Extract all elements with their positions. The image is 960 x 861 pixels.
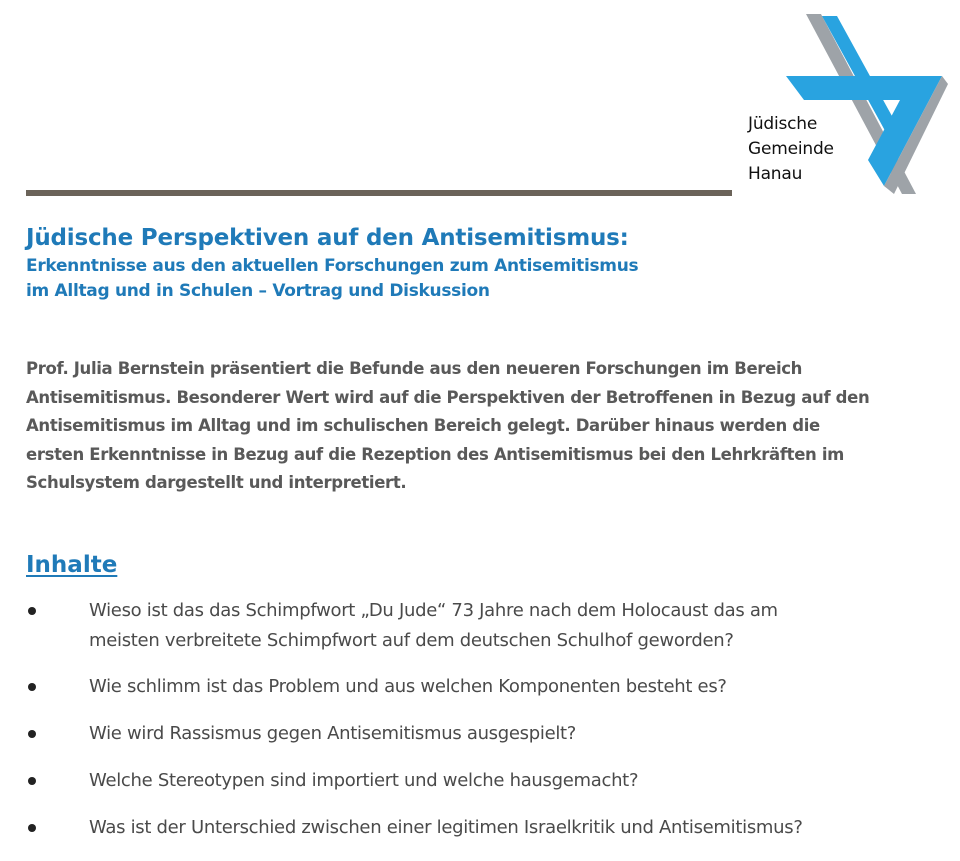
contents-list: [26, 596, 926, 843]
title-block: [26, 222, 926, 304]
intro-line: Antisemitismus im Alltag und im schulischen Bereich gelegt. Darüber hinaus werden die: [26, 416, 820, 435]
intro-line: Antisemitismus. Besonderer Wert wird auf die Perspektiven der Betroffenen in Bezug auf den: [26, 387, 870, 407]
page-subtitle-line-2: im Alltag und in Schulen – Vortrag und Diskussion: [26, 281, 490, 301]
bullet-icon: [28, 777, 36, 785]
list-item-text: Wieso ist das das Schimpfwort „Du Jude“ 73 Jahre nach dem Holocaust das am: [89, 600, 778, 621]
contents-heading: Inhalte: [26, 552, 118, 578]
bullet-icon: [28, 824, 36, 832]
list-item-text: Wie schlimm ist das Problem und aus welchen Komponenten besteht es?: [89, 676, 727, 697]
list-item: [26, 596, 926, 656]
header-divider: [26, 190, 732, 196]
list-item: [26, 719, 926, 749]
logo-text-line-2: Gemeinde: [748, 139, 834, 159]
list-item-text: Wie wird Rassismus gegen Antisemitismus ausgespielt?: [89, 723, 577, 744]
community-logo: [740, 10, 950, 200]
bullet-icon: [28, 607, 36, 615]
intro-line: Schulsystem dargestellt und interpretiert.: [26, 473, 407, 492]
list-item-text: Was ist der Unterschied zwischen einer legitimen Israelkritik und Antisemitismus?: [89, 817, 803, 838]
intro-line: ersten Erkenntnisse in Bezug auf die Rezeption des Antisemitismus bei den Lehrkräften im: [26, 444, 844, 464]
list-item: [26, 813, 926, 843]
list-item: [26, 766, 926, 796]
logo-text: [748, 112, 834, 187]
bullet-icon: [28, 730, 36, 738]
logo-text-line-3: Hanau: [748, 164, 803, 184]
intro-paragraph: [26, 355, 906, 498]
logo-text-line-1: Jüdische: [748, 114, 818, 134]
list-item-text: Welche Stereotypen sind importiert und welche hausgemacht?: [89, 770, 639, 791]
list-item-text: meisten verbreitete Schimpfwort auf dem deutschen Schulhof geworden?: [89, 630, 734, 651]
page-title: Jüdische Perspektiven auf den Antisemitismus:: [26, 225, 629, 251]
intro-line: Prof. Julia Bernstein präsentiert die Befunde aus den neueren Forschungen im Bereich: [26, 359, 803, 378]
list-item: [26, 672, 926, 702]
page-subtitle-line-1: Erkenntnisse aus den aktuellen Forschungen zum Antisemitismus: [26, 256, 639, 276]
bullet-icon: [28, 683, 36, 691]
